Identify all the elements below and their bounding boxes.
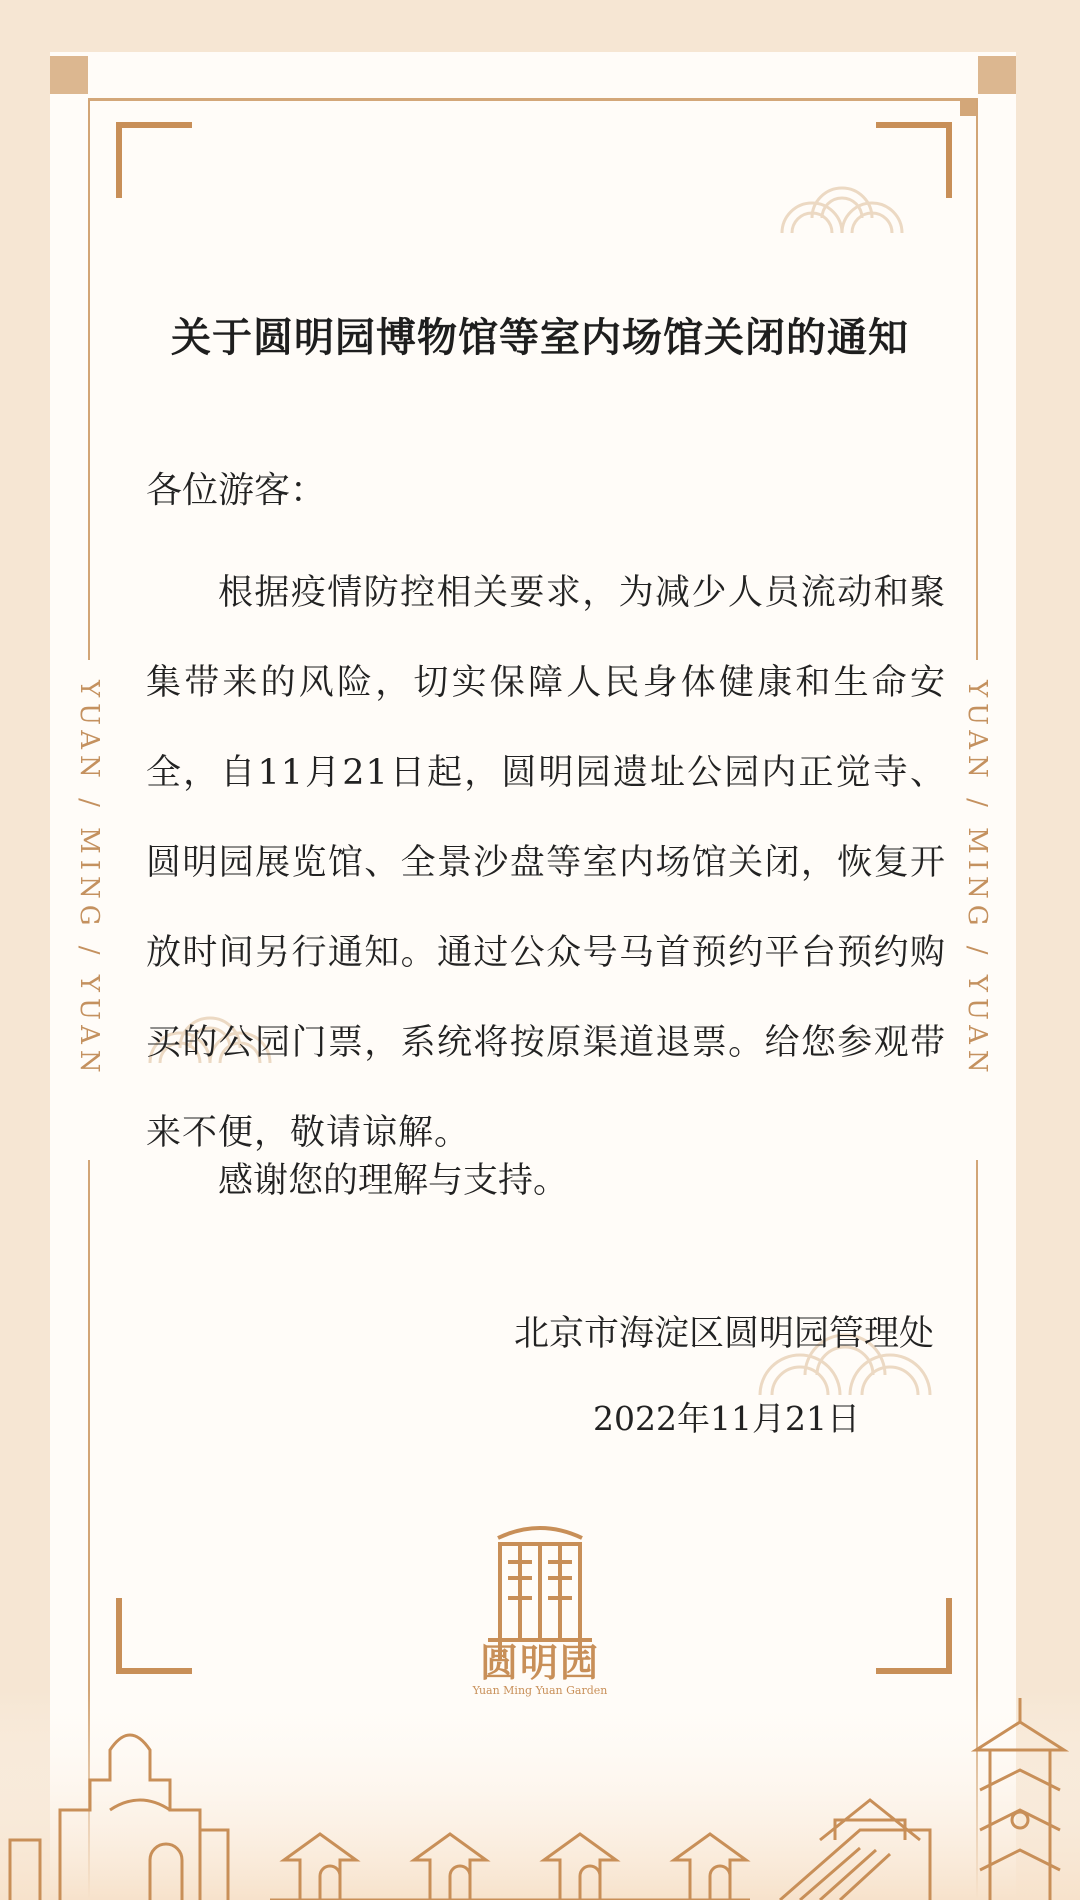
notice-body: 根据疫情防控相关要求，为减少人员流动和聚集带来的风险，切实保障人民身体健康和生命安全，自11月21日起，圆明园遗址公园内正觉寺、圆明园展览馆、全景沙盘等室内场馆关闭，恢复开放时间另行通知。通过公众号马首预约平台预约购买的公园门票，系统将按原渠道退票。给您参观带来不便，敬请谅解。 (146, 573, 946, 1153)
corner-square-top-right (978, 56, 1016, 94)
cloud-motif-icon (772, 178, 912, 238)
notice-title: 关于圆明园博物馆等室内场馆关闭的通知 (171, 315, 909, 361)
palace-skyline-illustration-icon (0, 1690, 1080, 1900)
issuing-organization: 北京市海淀区圆明园管理处 (513, 1314, 934, 1354)
top-frame-rule (88, 98, 978, 101)
left-frame-line-upper (88, 100, 90, 660)
right-frame-line-upper (976, 100, 978, 660)
corner-square-top-left (50, 56, 88, 94)
notice-thanks: 感谢您的理解与支持。 (218, 1161, 569, 1201)
bracket-top-left (116, 122, 192, 198)
notice-date: 2022年11月21日 (593, 1399, 860, 1438)
side-text-left: YUAN / MING / YUAN (74, 680, 104, 1079)
logo-name-cn: 圆明园 (479, 1640, 600, 1685)
notice-salutation: 各位游客： (146, 470, 327, 511)
side-text-right: YUAN / MING / YUAN (962, 680, 992, 1079)
